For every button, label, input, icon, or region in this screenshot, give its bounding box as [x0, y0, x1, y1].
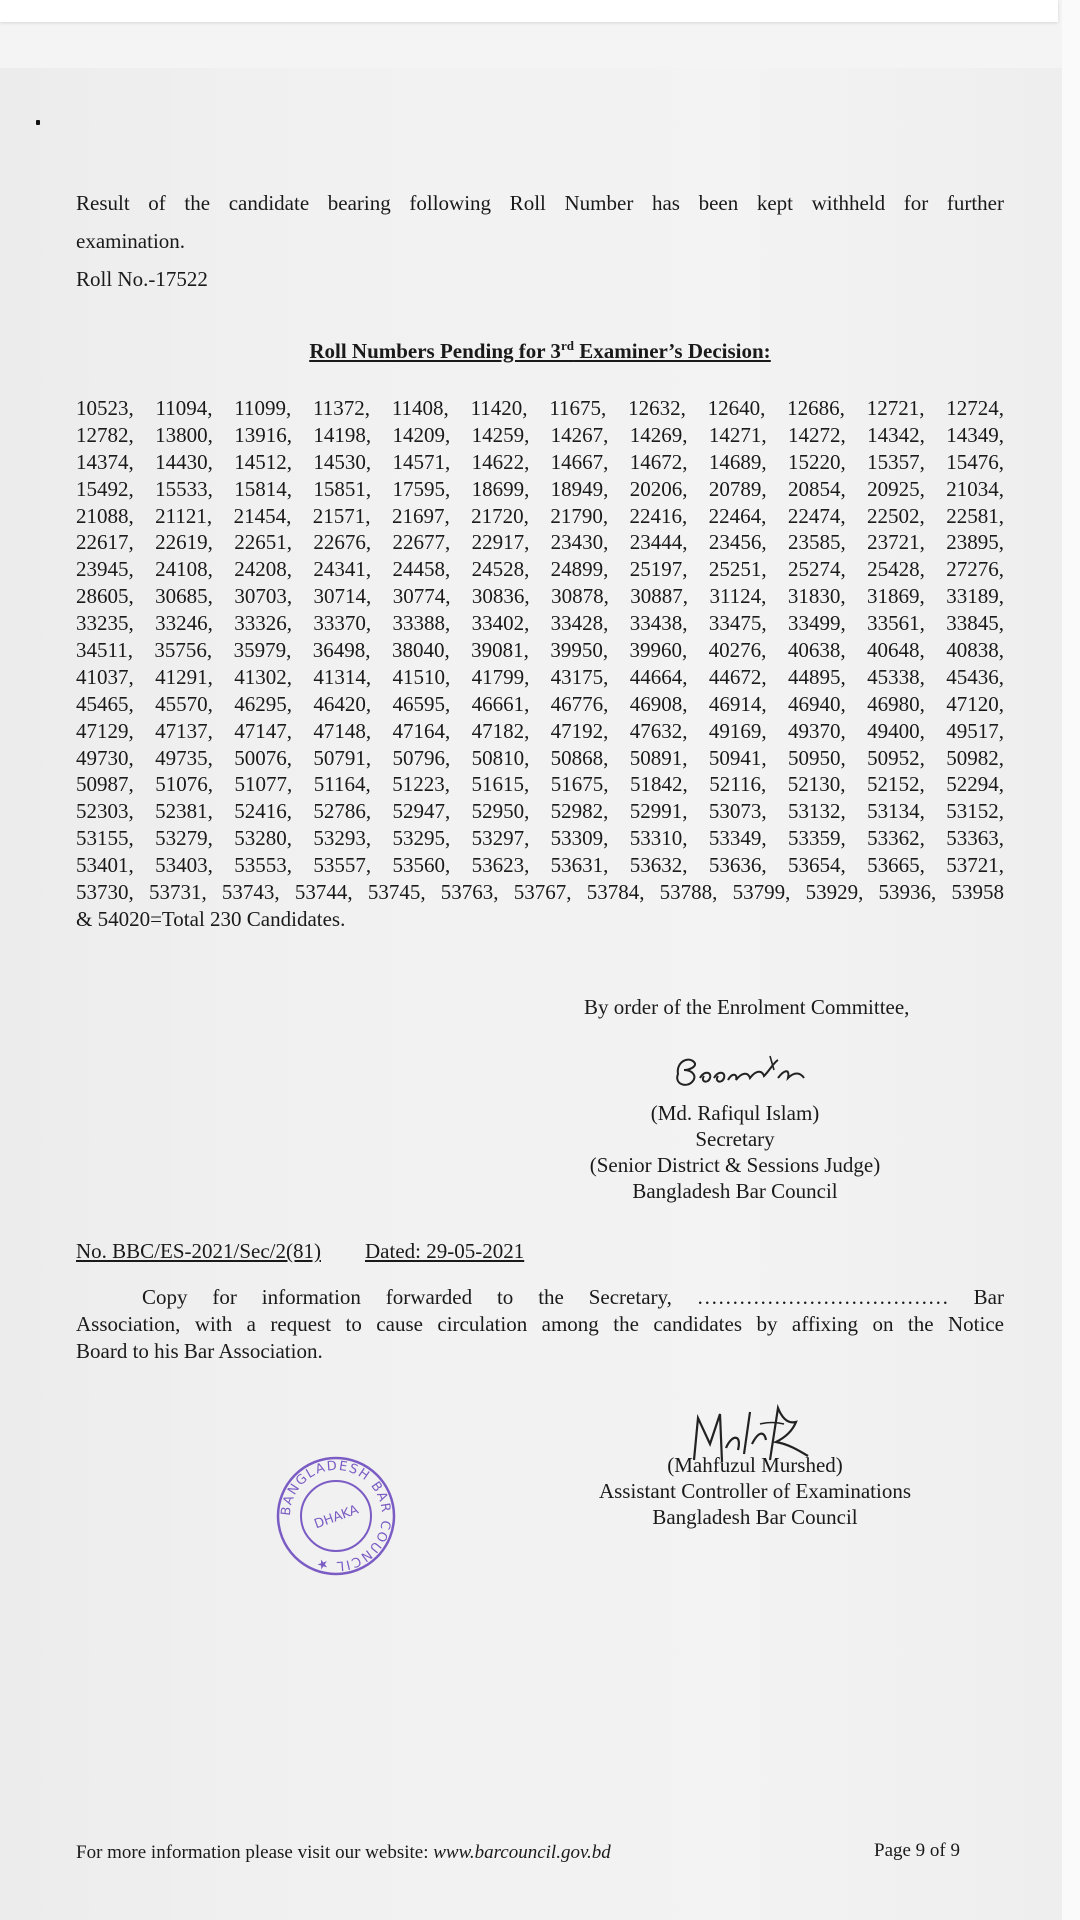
footer-info: [76, 1842, 611, 1864]
roll-line: 53155, 53279, 53280, 53293, 53295, 53297, 53309, 53310, 53349, 53359, 53362, 53363,: [76, 826, 1004, 851]
assistant-org: Bangladesh Bar Council: [652, 1505, 858, 1529]
roll-line: 12782, 13800, 13916, 14198, 14209, 14259, 14267, 14269, 14271, 14272, 14342, 14349,: [76, 422, 1004, 447]
memo-number-line: [76, 1234, 524, 1268]
copy-line: Board to his Bar Association.: [76, 1339, 323, 1363]
roll-line: 34511, 35756, 35979, 36498, 38040, 39081, 39950, 39960, 40276, 40638, 40648, 40838,: [76, 638, 1004, 663]
roll-line: 52303, 52381, 52416, 52786, 52947, 52950, 52982, 52991, 53073, 53132, 53134, 53152,: [76, 799, 1004, 824]
roll-line: 28605, 30685, 30703, 30714, 30774, 30836, 30878, 30887, 31124, 31830, 31869, 33189,: [76, 584, 1004, 609]
speck-mark: [36, 120, 40, 125]
seal-ring-text: BANGLADESH BAR COUNCIL ★: [278, 1458, 394, 1574]
copy-line: Association, with a request to cause circulation among the candidates by affixing on the Notice: [76, 1312, 1004, 1336]
page-number: Page 9 of 9: [874, 1840, 961, 1861]
roll-total-line: & 54020=Total 230 Candidates.: [76, 906, 346, 931]
assistant-name: (Mahfuzul Murshed): [667, 1453, 843, 1477]
secretary-org: Bangladesh Bar Council: [632, 1179, 838, 1203]
copy-forward-paragraph: [76, 1284, 1004, 1365]
footer-info-text: For more information please visit our website:: [76, 1842, 434, 1863]
pending-rolls-heading: [0, 338, 1080, 364]
secretary-signature: [670, 1048, 840, 1094]
roll-line: 49730, 49735, 50076, 50791, 50796, 50810, 50868, 50891, 50941, 50950, 50952, 50982,: [76, 745, 1004, 770]
secretary-rank: (Senior District & Sessions Judge): [589, 1153, 881, 1177]
roll-line: 53401, 53403, 53553, 53557, 53560, 53623, 53631, 53632, 53636, 53654, 53665, 53721,: [76, 853, 1004, 878]
roll-line: 50987, 51076, 51077, 51164, 51223, 51615, 51675, 51842, 52116, 52130, 52152, 52294,: [76, 772, 1004, 797]
by-order-text: By order of the Enrolment Committee,: [584, 995, 910, 1019]
withheld-notice-line-1: Result of the candidate bearing following Roll Number has been kept withheld for further: [76, 191, 1004, 215]
copy-line: Copy for information forwarded to the Secretary, ……………………………… Bar: [142, 1285, 1004, 1309]
roll-line: 14374, 14430, 14512, 14530, 14571, 14622, 14667, 14672, 14689, 15220, 15357, 15476,: [76, 449, 1004, 474]
roll-line: 22617, 22619, 22651, 22676, 22677, 22917, 23430, 23444, 23456, 23585, 23721, 23895,: [76, 530, 1004, 555]
memo-date: Dated: 29-05-2021: [365, 1239, 525, 1263]
memo-number: No. BBC/ES-2021/Sec/2(81): [76, 1239, 321, 1263]
withheld-roll-number: Roll No.-17522: [76, 267, 208, 291]
roll-line: 45465, 45570, 46295, 46420, 46595, 46661, 46776, 46908, 46914, 46940, 46980, 47120,: [76, 691, 1004, 716]
roll-number-list: [76, 395, 1004, 933]
bar-council-seal: [274, 1454, 398, 1578]
heading-superscript: rd: [560, 338, 574, 353]
roll-line: 47129, 47137, 47147, 47148, 47164, 47182, 47192, 47632, 49169, 49370, 49400, 49517,: [76, 718, 1004, 743]
roll-line: 23945, 24108, 24208, 24341, 24458, 24528, 24899, 25197, 25251, 25274, 25428, 27276,: [76, 557, 1004, 582]
roll-line: 21088, 21121, 21454, 21571, 21697, 21720, 21790, 22416, 22464, 22474, 22502, 22581,: [76, 503, 1004, 528]
website-link[interactable]: www.barcouncil.gov.bd: [433, 1842, 611, 1863]
assistant-title: Assistant Controller of Examinations: [598, 1479, 912, 1503]
heading-text-rest: Examiner’s Decision:: [573, 339, 771, 363]
secretary-block: [560, 1100, 910, 1204]
secretary-title: Secretary: [695, 1127, 775, 1151]
viewer-right-edge: [1062, 0, 1080, 1920]
roll-line: 10523, 11094, 11099, 11372, 11408, 11420, 11675, 12632, 12640, 12686, 12721, 12724,: [76, 396, 1004, 420]
withheld-notice-line-2: examination.: [76, 229, 186, 253]
roll-line: 33235, 33246, 33326, 33370, 33388, 33402, 33428, 33438, 33475, 33499, 33561, 33845,: [76, 611, 1004, 636]
assistant-controller-block: [580, 1452, 930, 1530]
roll-line: 15492, 15533, 15814, 15851, 17595, 18699, 18949, 20206, 20789, 20854, 20925, 21034,: [76, 476, 1004, 501]
secretary-name: (Md. Rafiqul Islam): [650, 1101, 820, 1125]
roll-line: 53730, 53731, 53743, 53744, 53745, 53763, 53767, 53784, 53788, 53799, 53929, 53936, 53958: [76, 880, 1004, 905]
viewer-top-bar: [0, 0, 1058, 22]
seal-center-text: DHAKA: [312, 1502, 361, 1533]
heading-text: Roll Numbers Pending for 3: [309, 339, 561, 363]
roll-line: 41037, 41291, 41302, 41314, 41510, 41799, 43175, 44664, 44672, 44895, 45338, 45436,: [76, 664, 1004, 689]
